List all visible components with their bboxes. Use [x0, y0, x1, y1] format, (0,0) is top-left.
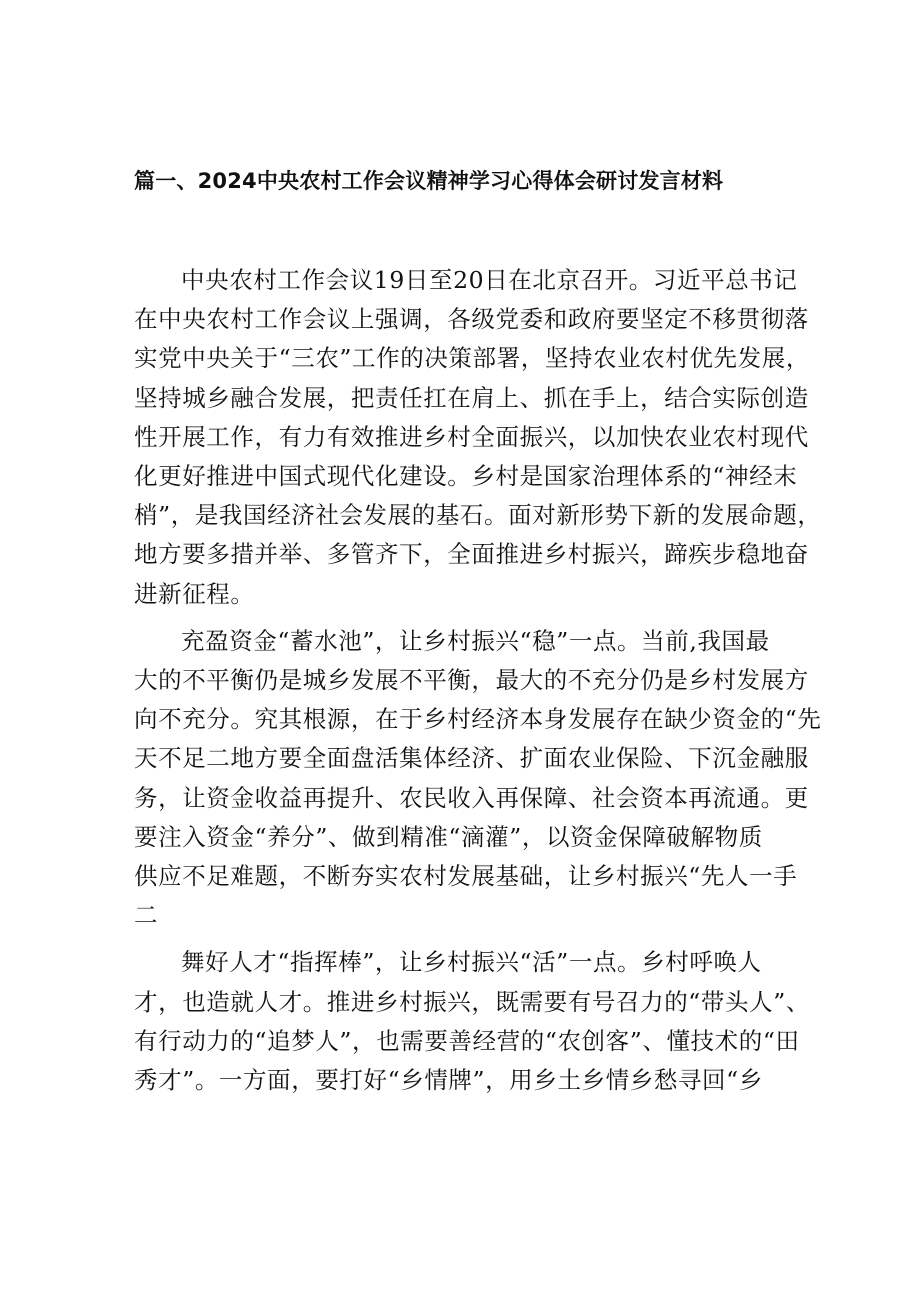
text-line: 要注入资金“养分”、做到精准“滴灌”，以资金保障破解物质: [134, 822, 763, 851]
text-line: 向不充分。究其根源，在于乡村经济本身发展存在缺少资金的“先: [134, 705, 822, 734]
text-line: 性开展工作，有力有效推进乡村全面振兴，以加快农业农村现代: [134, 422, 809, 451]
text-line: 梢”，是我国经济社会发展的基石。面对新形势下新的发展命题，: [134, 501, 822, 530]
text-line: 坚持城乡融合发展，把责任扛在肩上、抓在手上，结合实际创造: [134, 383, 809, 412]
paragraph-3: [134, 943, 810, 1100]
text-line: 中央农村工作会议19日至20日在北京召开。习近平总书记: [181, 266, 798, 294]
text-line: 有行动力的“追梦人”，也需要善经营的“农创客”、懂技术的“田: [134, 1026, 800, 1055]
text-line: 地方要多措并举、多管齐下，全面推进乡村振兴，蹄疾步稳地奋: [134, 540, 809, 569]
text-line: 在中央农村工作会议上强调，各级党委和政府要坚定不移贯彻落: [134, 305, 809, 334]
paragraph-1: [134, 261, 822, 614]
text-line: 供应不足难题，不断夯实农村发展基础，让乡村振兴“先人一手: [134, 862, 798, 891]
text-line: 实党中央关于“三农”工作的决策部署，坚持农业农村优先发展，: [134, 344, 810, 373]
text-line: 才，也造就人才。推进乡村振兴，既需要有号召力的“带头人”、: [134, 987, 810, 1016]
paragraph-2: [134, 622, 822, 936]
text-line: 务，让资金收益再提升、农民收入再保障、社会资本再流通。更: [134, 783, 809, 812]
document-title: 篇一、2024中央农村工作会议精神学习心得体会研讨发言材料: [134, 169, 724, 193]
text-line: 化更好推进中国式现代化建设。乡村是国家治理体系的“神经末: [134, 462, 798, 491]
text-line: 秀才”。一方面，要打好“乡情牌”，用乡土乡情乡愁寻回“乡: [134, 1066, 763, 1095]
text-line: 进新征程。: [134, 579, 255, 608]
text-line: 大的不平衡仍是城乡发展不平衡，最大的不充分仍是乡村发展方: [134, 666, 809, 695]
text-line: 充盈资金“蓄水池”，让乡村振兴“稳”一点。当前,我国最: [181, 626, 770, 655]
text-line: 舞好人才“指挥棒”，让乡村振兴“活”一点。乡村呼唤人: [181, 948, 762, 977]
document-body: [134, 261, 822, 1108]
text-line: 二: [134, 901, 159, 930]
text-line: 天不足二地方要全面盘活集体经济、扩面农业保险、下沉金融服: [134, 744, 809, 773]
